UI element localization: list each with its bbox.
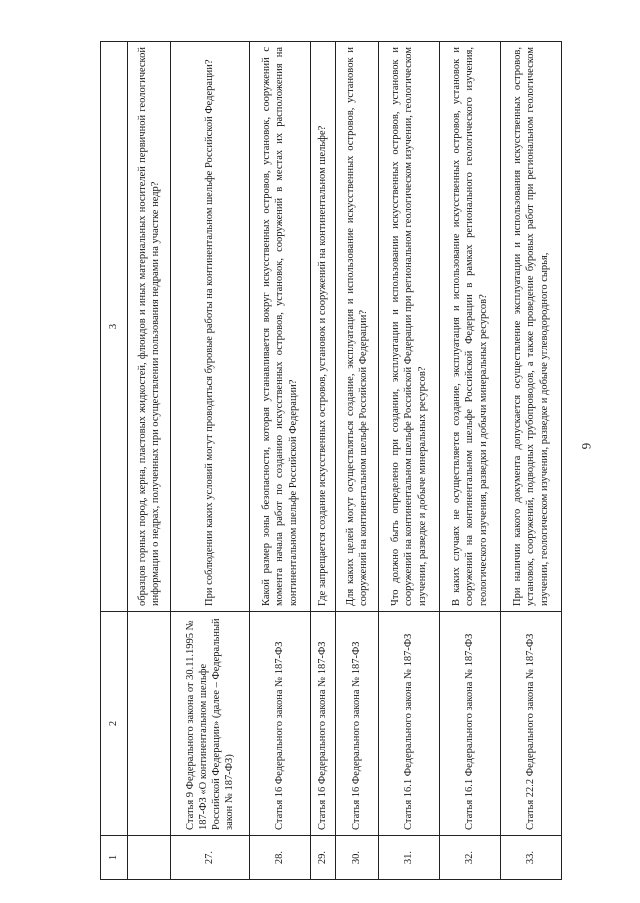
row-number: 31. — [378, 836, 439, 880]
row-question: образцов горных пород, керна, пластовых жидкостей, флюидов и иных материальных носителей первичной геологической информации о недрах, полученных при осуществлении пользования недрами на участке недр? — [128, 42, 171, 612]
table-row — [250, 42, 311, 880]
rotated-table-wrapper — [100, 42, 562, 880]
row-number: 29. — [311, 836, 336, 880]
row-article: Статья 16.1 Федерального закона № 187-ФЗ — [439, 612, 500, 836]
row-article: Статья 9 Федерального закона от 30.11.1995 № 187-ФЗ «О континентальном шельфе Российской Федерации» (далее – Федеральный закон № 187-ФЗ) — [170, 612, 249, 836]
row-article — [128, 612, 171, 836]
row-number: 27. — [170, 836, 249, 880]
table-row — [500, 42, 561, 880]
row-article: Статья 16 Федерального закона № 187-ФЗ — [335, 612, 378, 836]
row-number — [128, 836, 171, 880]
table-row — [335, 42, 378, 880]
header-col-2: 2 — [101, 612, 128, 836]
row-article: Статья 16 Федерального закона № 187-ФЗ — [311, 612, 336, 836]
table-row — [439, 42, 500, 880]
row-question: Какой размер зоны безопасности, которая устанавливается вокруг искусственных островов, установок, сооружений с момента начала работ по созданию искусственных островов, установок, сооружений в местах их расположения на континентальном шельфе Российской Федерации? — [250, 42, 311, 612]
row-number: 33. — [500, 836, 561, 880]
table-row — [128, 42, 171, 880]
header-col-1: 1 — [101, 836, 128, 880]
row-question: Где запрещается создание искусственных островов, установок и сооружений на континентальном шельфе? — [311, 42, 336, 612]
row-article: Статья 16.1 Федерального закона № 187-ФЗ — [378, 612, 439, 836]
row-question: В каких случаях не осуществляется создание, эксплуатация и использование искусственных островов, установок и сооружений на континентальном шельфе Российской Федерации в рамках регионального геологического изучения, геологического изучения, разведки и добычи минеральных ресурсов? — [439, 42, 500, 612]
page-number: 6 — [579, 442, 594, 450]
table-header-row — [101, 42, 128, 880]
row-article: Статья 22.2 Федерального закона № 187-ФЗ — [500, 612, 561, 836]
table-row — [170, 42, 249, 880]
questions-table — [100, 41, 562, 880]
row-number: 28. — [250, 836, 311, 880]
table-row — [378, 42, 439, 880]
table-row — [311, 42, 336, 880]
row-number: 30. — [335, 836, 378, 880]
row-question: При соблюдении каких условий могут проводиться буровые работы на континентальном шельфе Российской Федерации? — [170, 42, 249, 612]
row-question: Для каких целей могут осуществляться создание, эксплуатация и использование искусственных островов, установок и сооружений на континентальном шельфе Российской Федерации? — [335, 42, 378, 612]
row-number: 32. — [439, 836, 500, 880]
row-question: При наличии какого документа допускается осуществление эксплуатации и использования искусственных островов, установок, сооружений, подводных трубопроводов, а также проведение буровых работ при региональном геологическом изучении, геологическом изучении, разведке и добыче углеводородного сырья, — [500, 42, 561, 612]
row-question: Что должно быть определено при создании, эксплуатации и использовании искусственных островов, установок и сооружений на континентальном шельфе Российской Федерации при региональном геологическом изучении, геологическом изучении, разведке и добыче минеральных ресурсов? — [378, 42, 439, 612]
header-col-3: 3 — [101, 42, 128, 612]
document-table-frame — [100, 42, 562, 880]
row-article: Статья 16 Федерального закона № 187-ФЗ — [250, 612, 311, 836]
